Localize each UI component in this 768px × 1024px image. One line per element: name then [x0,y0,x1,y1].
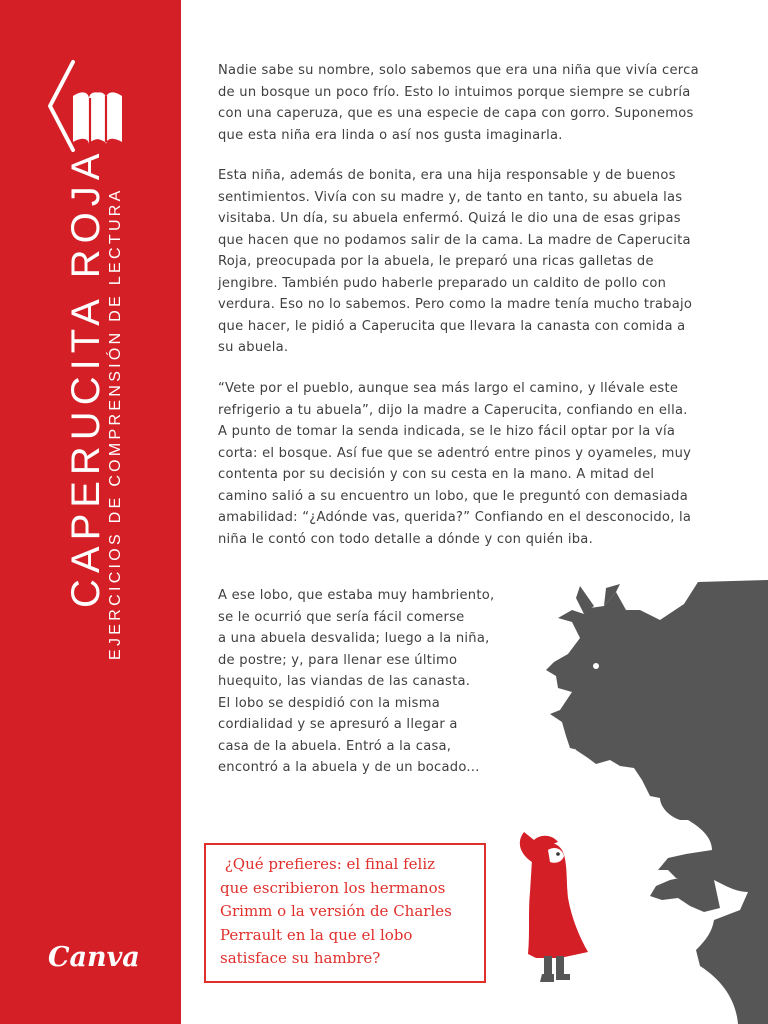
vertical-subtitle: EJERCICIOS DE COMPRENSIÓN DE LECTURA [107,187,124,660]
text-line: encontró a la abuela y de un bocado... [218,760,480,775]
canva-logo: Canva [48,942,140,973]
text-line: niña le contó con todo detalle a dónde y con quién iba. [218,531,593,547]
wolf-silhouette-icon [546,580,768,1024]
text-line: que hacen que no podamos salir de la cama. La madre de Caperucita [218,232,691,248]
text-line: cordialidad y se apresuró a llegar a [218,717,458,732]
text-line: contenta por su decisión y con su cesta en la mano. A mitad del [218,467,655,482]
text-line: verdura. Eso no lo sabemos. Pero como la madre tenía mucho trabajo [218,297,693,312]
text-line: de postre; y, para llenar ese último [218,652,458,668]
story-paragraph-2 [218,165,738,359]
question-line: Grimm o la versión de Charles [220,902,452,920]
question-line: satisface su hambre? [220,949,381,967]
sidebar [0,0,181,1024]
text-line: sentimientos. Vivía con su madre y, de tanto en tanto, su abuela las [218,189,683,205]
story-paragraph-1 [218,60,738,146]
question-text [220,853,482,971]
text-line: su abuela. [218,340,289,355]
text-line: jengibre. También pudo haberle preparado un caldito de pollo con [218,275,667,291]
text-line: de un bosque un poco frío. Esto lo intuimos porque siempre se cubría [218,84,691,100]
text-line: casa de la abuela. Entró a la casa, [218,738,452,754]
text-line: se le ocurrió que sería fácil comerse [218,609,465,625]
text-line: a una abuela desvalida; luego a la niña, [218,631,490,646]
text-line: “Vete por el pueblo, aunque sea más largo el camino, y llévale este [218,381,679,396]
question-line: Perrault en la que el lobo [220,925,413,944]
text-line: camino salió a su encuentro un lobo, que le preguntó con demasiada [218,488,689,504]
text-line: huequito, las viandas de las canasta. [218,674,471,689]
illustration [500,580,768,1024]
text-line: El lobo se despidió con la misma [218,695,440,711]
text-line: visitaba. Un día, su abuela enfermó. Quizá le dio una de esas gripas [218,211,681,226]
text-line: A punto de tomar la senda indicada, se le hizo fácil optar por la vía [218,424,676,439]
vertical-title: CAPERUCITA ROJA [64,147,108,608]
text-line: refrigerio a tu abuela”, dijo la madre a Caperucita, confiando en ella. [218,402,688,418]
text-line: Roja, preocupada por la abuela, le preparó una ricas galletas de [218,254,654,269]
text-line: con una caperuza, que es una especie de capa con gorro. Suponemos [218,106,694,121]
text-line: Nadie sabe su nombre, solo sabemos que era una niña que vivía cerca [218,63,699,78]
story-paragraph-3 [218,378,738,550]
red-riding-hood-icon [520,832,588,982]
text-line: que esta niña era linda o así nos gusta imaginarla. [218,127,563,143]
text-line: que hacer, le pidió a Caperucita que llevara la canasta con comida a [218,318,686,334]
text-line: amabilidad: “¿Adónde vas, querida?” Confiando en el desconocido, la [218,510,692,525]
story-paragraph-4 [218,585,518,779]
text-line: Esta niña, además de bonita, era una hija responsable y de buenos [218,168,676,183]
question-box [204,843,486,983]
text-line: A ese lobo, que estaba muy hambriento, [218,588,495,603]
open-book-icon [44,58,134,158]
question-line: que escribieron los hermanos [220,878,446,897]
question-line: ¿Qué prefieres: el final feliz [220,855,436,873]
text-line: corta: el bosque. Así fue que se adentró entre pinos y oyameles, muy [218,445,692,461]
